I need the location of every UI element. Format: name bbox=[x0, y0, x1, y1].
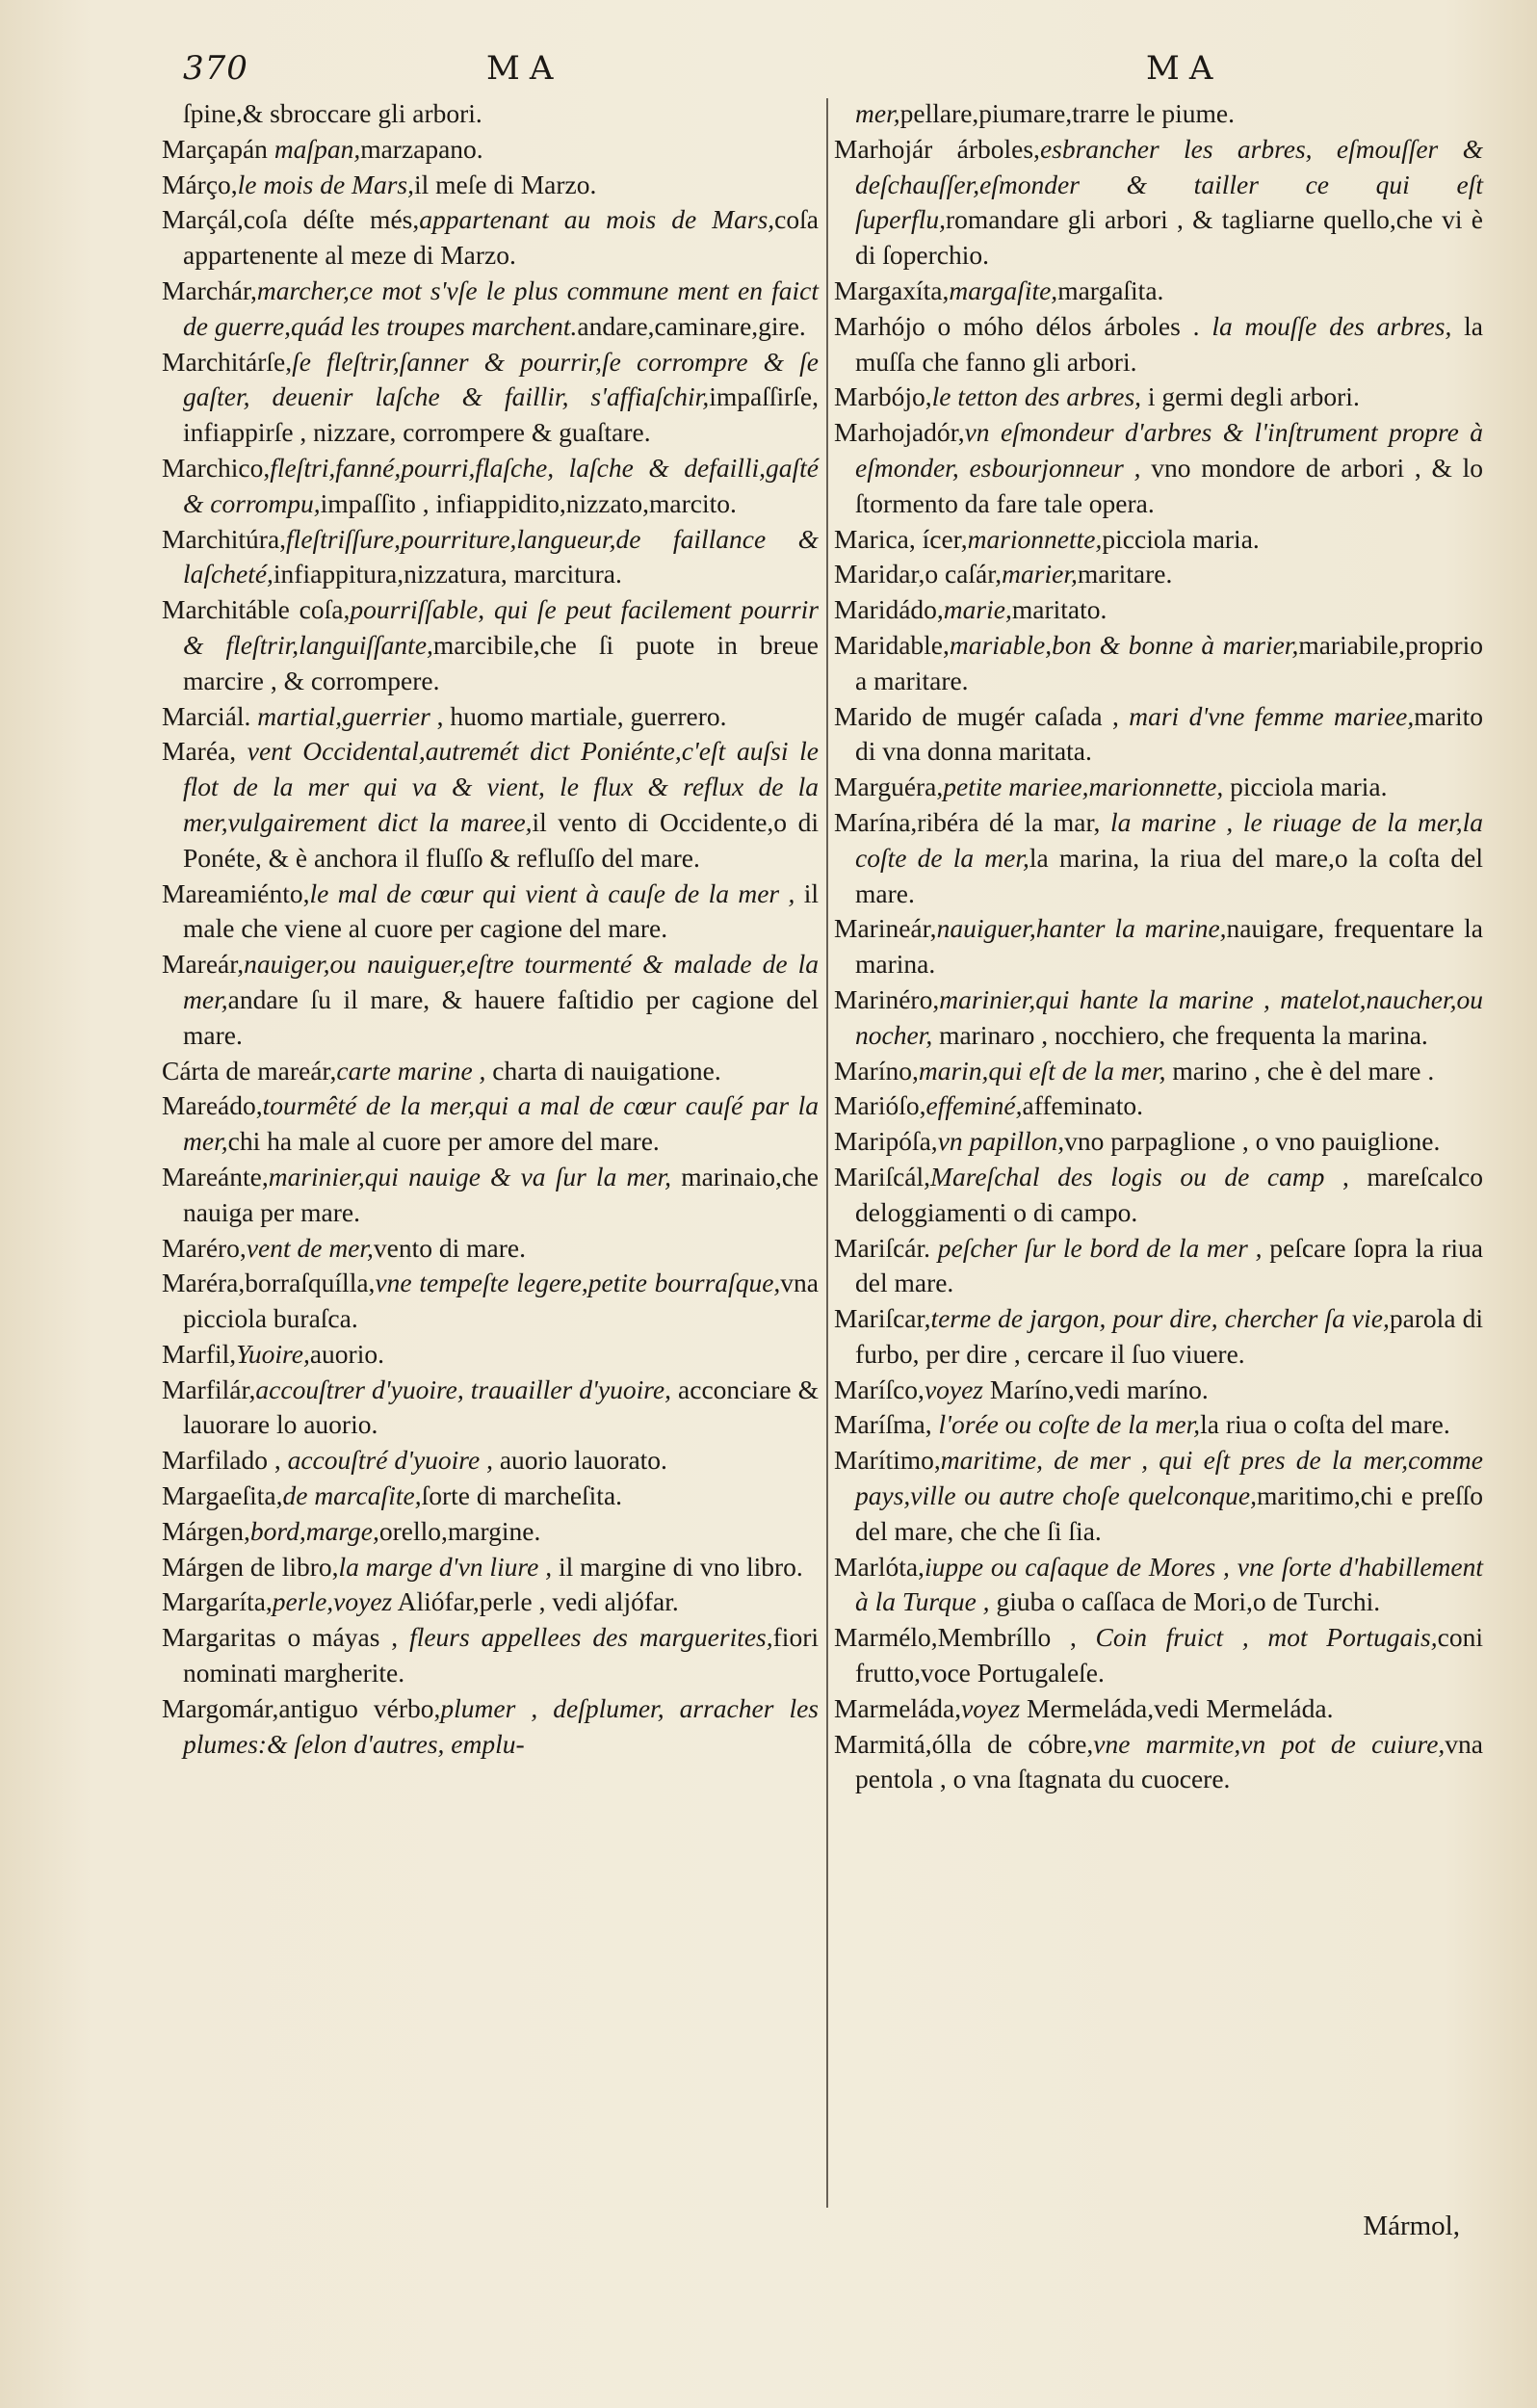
french-gloss: la marine , le riuage de la mer,la coſte de la mer, bbox=[855, 806, 1484, 873]
italian-gloss: picciola maria. bbox=[1223, 772, 1388, 802]
dictionary-entry bbox=[834, 1088, 1483, 1124]
headword: Marhojadór, bbox=[834, 417, 965, 448]
french-gloss: vent Occidental,autremét dict Poniénte,c'eſt auſsi le flot de la mer qui va & vient, le flux & reflux de la mer,vulgairement dict la maree, bbox=[183, 736, 819, 837]
dictionary-entry bbox=[834, 1301, 1483, 1373]
french-gloss: pourriſſable, qui ſe peut facilement pourrir & fleſtrir,languiſſante, bbox=[183, 594, 820, 660]
headword: Marfilár, bbox=[162, 1374, 256, 1404]
headword: Marinéro, bbox=[834, 983, 940, 1014]
headword: Marçál,coſa déſte més, bbox=[162, 204, 420, 235]
dictionary-entry bbox=[162, 1266, 819, 1337]
italian-gloss: marino , che è del mare . bbox=[1165, 1055, 1435, 1086]
italian-gloss: Mermeláda,vedi Mermeláda. bbox=[1020, 1692, 1334, 1723]
italian-gloss: il vento di Occidente,o di Ponéte, & è anchora il fluſſo & refluſſo del mare. bbox=[183, 806, 819, 873]
french-gloss: nauiger,ou nauiguer,eſtre tourmenté & malade de la mer, bbox=[183, 949, 819, 1014]
dictionary-entry bbox=[162, 96, 819, 132]
dictionary-entry bbox=[162, 592, 819, 698]
headword: Maridable, bbox=[834, 629, 950, 660]
dictionary-entry bbox=[162, 451, 819, 522]
french-gloss: bord,marge, bbox=[249, 1515, 379, 1546]
italian-gloss: vna pentola , o vna ſtagnata du cuocere. bbox=[855, 1728, 1483, 1794]
headword: Marchár, bbox=[162, 275, 257, 305]
italian-gloss: , auorio lauorato. bbox=[480, 1445, 667, 1476]
headword: Margaeſita, bbox=[162, 1480, 283, 1511]
headword: Mareánte, bbox=[162, 1161, 269, 1191]
italian-gloss: nauigare, frequentare la marina. bbox=[855, 913, 1483, 980]
right-running-title: MA bbox=[1146, 49, 1223, 88]
headword: Maríſco, bbox=[834, 1374, 925, 1404]
french-gloss: maritime, de mer , qui eſt pres de la mer,comme pays,ville ou autre choſe quelconque, bbox=[855, 1445, 1483, 1511]
italian-gloss: marinaio,che nauiga per mare. bbox=[183, 1161, 819, 1227]
french-gloss: mari d'vne femme mariee, bbox=[1129, 700, 1415, 731]
dictionary-entry bbox=[834, 415, 1483, 521]
headword: Marguéra, bbox=[834, 772, 944, 802]
french-gloss: tourmêté de la mer,qui a mal de cœur cauſé par la mer, bbox=[183, 1090, 819, 1157]
french-gloss: marier, bbox=[1002, 559, 1078, 589]
dictionary-entry bbox=[162, 1160, 819, 1231]
headword: Mareádo, bbox=[162, 1090, 263, 1121]
dictionary-entry bbox=[834, 96, 1483, 132]
dictionary-entry bbox=[834, 699, 1483, 771]
dictionary-entry bbox=[162, 1231, 819, 1267]
french-gloss: vent de mer, bbox=[246, 1232, 374, 1263]
headword: Mariſcar, bbox=[834, 1303, 931, 1334]
dictionary-entry bbox=[834, 911, 1483, 982]
french-gloss: l'orée ou coſte de la mer, bbox=[938, 1409, 1201, 1440]
headword: Maréro, bbox=[162, 1232, 247, 1263]
dictionary-entry bbox=[834, 628, 1483, 699]
headword: Margaríta, bbox=[162, 1586, 273, 1617]
dictionary-entry bbox=[162, 877, 819, 948]
dictionary-entry bbox=[834, 1691, 1483, 1727]
headword: Marlóta, bbox=[834, 1551, 925, 1582]
headword: Marítimo, bbox=[834, 1445, 941, 1476]
headword: Márgen, bbox=[162, 1515, 250, 1546]
italian-gloss: marzapano. bbox=[360, 133, 483, 164]
dictionary-entry bbox=[834, 1124, 1483, 1160]
headword: Mariſcál, bbox=[834, 1161, 931, 1191]
french-gloss: fleſtriſſure,pourriture,langueur,de faillance & laſcheté, bbox=[183, 523, 819, 589]
headword: Margaritas o máyas , bbox=[162, 1622, 410, 1653]
italian-gloss: romandare gli arbori , & tagliarne quello,che vi è di ſoperchio. bbox=[855, 204, 1483, 271]
headword: Maridádo, bbox=[834, 594, 944, 625]
dictionary-entry bbox=[162, 699, 819, 735]
dictionary-entry bbox=[162, 1584, 819, 1620]
headword: Marmeláda, bbox=[834, 1692, 962, 1723]
french-gloss: carte marine , bbox=[336, 1055, 486, 1086]
italian-gloss: giuba o caſſaca de Mori,o de Turchi. bbox=[989, 1586, 1381, 1617]
italian-gloss: maritare. bbox=[1077, 559, 1173, 589]
dictionary-entry bbox=[834, 557, 1483, 592]
french-gloss: fleſtri,fanné,pourri,flaſche, laſche & defailli,gaſté & corrompu, bbox=[183, 452, 819, 518]
italian-gloss: coni frutto,voce Portugaleſe. bbox=[855, 1622, 1483, 1688]
dictionary-entry bbox=[834, 982, 1483, 1054]
dictionary-entry bbox=[834, 1443, 1483, 1549]
italian-gloss: marcibile,che ſi puote in breue marcire , & corrompere. bbox=[183, 629, 819, 695]
dictionary-entry bbox=[834, 1160, 1483, 1231]
french-gloss: marionnette, bbox=[967, 523, 1103, 554]
dictionary-entry bbox=[162, 1443, 819, 1479]
french-gloss: nauiguer,hanter la marine, bbox=[936, 913, 1227, 944]
french-gloss: margaſite, bbox=[949, 275, 1058, 305]
french-gloss: fleurs appellees des marguerites, bbox=[409, 1622, 773, 1653]
italian-gloss: orello,margine. bbox=[378, 1515, 541, 1546]
french-gloss: vne tempeſte legere,petite bourraſque, bbox=[375, 1268, 781, 1298]
headword: Maríno, bbox=[834, 1055, 919, 1086]
dictionary-entry bbox=[162, 1337, 819, 1373]
dictionary-entry bbox=[162, 132, 819, 168]
french-gloss: peſcher ſur le bord de la mer , bbox=[937, 1232, 1263, 1263]
italian-gloss: margaſita. bbox=[1057, 275, 1164, 305]
french-gloss: le mois de Mars, bbox=[237, 169, 414, 199]
french-gloss: plumer , deſplumer, arracher les plumes:& ſelon d'autres, emplu- bbox=[183, 1692, 819, 1759]
dictionary-entry bbox=[834, 1550, 1483, 1621]
italian-gloss: acconciare & lauorare lo auorio. bbox=[183, 1374, 819, 1440]
headword: Maríſma, bbox=[834, 1409, 939, 1440]
dictionary-entry bbox=[834, 592, 1483, 628]
headword: Marióſo, bbox=[834, 1090, 926, 1121]
french-gloss: Mareſchal des logis ou de camp bbox=[930, 1161, 1325, 1191]
right-column bbox=[834, 96, 1483, 1797]
french-gloss: Yuoire, bbox=[236, 1338, 310, 1369]
french-gloss: la mouſſe des arbres, bbox=[1211, 310, 1452, 341]
french-gloss: le mal de cœur qui vient à cauſe de la mer , bbox=[309, 877, 795, 908]
italian-gloss: impaſſirſe, infiappirſe , nizzare, corrompere & guaſtare. bbox=[183, 381, 819, 448]
italian-gloss: Aliófar,perle , vedi aljófar. bbox=[392, 1586, 679, 1617]
italian-gloss: picciola maria. bbox=[1102, 523, 1260, 554]
french-gloss: perle,voyez bbox=[272, 1586, 393, 1617]
french-gloss: petite mariee,marionnette, bbox=[943, 772, 1224, 802]
dictionary-entry bbox=[162, 1514, 819, 1550]
french-gloss: accouſtré d'yuoire bbox=[287, 1445, 481, 1476]
french-gloss: iuppe ou caſaque de Mores , vne ſorte d'habillement à la Turque , bbox=[855, 1551, 1483, 1617]
italian-gloss: ſorte di marcheſita. bbox=[421, 1480, 623, 1511]
headword: Márgen de libro, bbox=[162, 1551, 339, 1582]
dictionary-entry bbox=[162, 947, 819, 1053]
italian-gloss: i germi degli arbori. bbox=[1141, 381, 1360, 412]
headword: Márço, bbox=[162, 169, 238, 199]
dictionary-entry bbox=[834, 770, 1483, 805]
headword: Marhójo o móho délos árboles . bbox=[834, 310, 1212, 341]
headword: Marhojár árboles, bbox=[834, 133, 1040, 164]
french-gloss: marinier,qui nauige & va ſur la mer, bbox=[268, 1161, 672, 1191]
italian-gloss: vno parpaglione , o vno pauiglione. bbox=[1064, 1126, 1441, 1157]
headword: Marmélo,Membríllo , bbox=[834, 1622, 1096, 1653]
italian-gloss: , huomo martiale, guerrero. bbox=[430, 700, 727, 731]
italian-gloss: vento di mare. bbox=[373, 1232, 526, 1263]
french-gloss: vn eſmondeur d'arbres & l'inſtrument propre à eſmonder, esbourjonneur , bbox=[855, 417, 1483, 483]
headword: Maréa, bbox=[162, 736, 247, 767]
dictionary-entry bbox=[162, 1088, 819, 1160]
dictionary-entry bbox=[834, 309, 1483, 380]
italian-gloss: affeminato. bbox=[1022, 1090, 1143, 1121]
french-gloss: mariable,bon & bonne à marier, bbox=[949, 629, 1299, 660]
french-gloss: la marge d'vn liure , bbox=[338, 1551, 553, 1582]
headword: Marineár, bbox=[834, 913, 937, 944]
left-column bbox=[162, 96, 819, 1762]
italian-gloss: mariabile,proprio a maritare. bbox=[855, 629, 1483, 695]
dictionary-entry bbox=[162, 202, 819, 274]
dictionary-entry bbox=[834, 1407, 1483, 1443]
italian-gloss: impaſſito , infiappidito,nizzato,marcito. bbox=[320, 487, 737, 518]
dictionary-entry bbox=[162, 734, 819, 876]
italian-gloss: il margine di vno libro. bbox=[552, 1551, 803, 1582]
headword: Marchitárſe, bbox=[162, 346, 293, 377]
column-divider bbox=[826, 98, 828, 2208]
italian-gloss: infiappitura,nizzatura, marcitura. bbox=[273, 559, 622, 589]
headword: Mareamiénto, bbox=[162, 877, 310, 908]
headword: Maripóſa, bbox=[834, 1126, 938, 1157]
italian-gloss: vno mondore de arbori , & lo ſtormento da fare tale opera. bbox=[855, 452, 1483, 518]
italian-gloss: il male che viene al cuore per cagione del mare. bbox=[183, 877, 819, 944]
french-gloss: martial,guerrier bbox=[257, 700, 430, 731]
dictionary-entry bbox=[162, 1479, 819, 1514]
french-gloss: le tetton des arbres, bbox=[931, 381, 1142, 412]
french-gloss: ſe fleſtrir,ſanner & pourrir,ſe corrompre & ſe gaſter, deuenir laſche & faillir, s'affiaſchir, bbox=[183, 346, 819, 412]
page-number: 370 bbox=[183, 49, 248, 88]
dictionary-entry bbox=[162, 1691, 819, 1763]
dictionary-entry bbox=[834, 274, 1483, 309]
headword: Maridar,o caſár, bbox=[834, 559, 1003, 589]
italian-gloss: vna picciola buraſca. bbox=[183, 1268, 819, 1334]
italian-gloss: marinaro , nocchiero, che frequenta la marina. bbox=[932, 1019, 1428, 1050]
dictionary-entry bbox=[834, 1373, 1483, 1408]
italian-gloss: , mareſcalco deloggiamenti o di campo. bbox=[855, 1161, 1484, 1227]
left-running-title: MA bbox=[486, 49, 563, 88]
italian-gloss: la muſſa che fanno gli arbori. bbox=[855, 310, 1484, 377]
french-gloss: accouſtrer d'yuoire, trauailler d'yuoire, bbox=[255, 1374, 671, 1404]
dictionary-entry bbox=[162, 1054, 819, 1089]
headword: Marfil, bbox=[162, 1338, 237, 1369]
french-gloss: esbrancher les arbres, eſmouſſer & deſchauſſer,eſmonder & tailler ce qui eſt ſuperflu, bbox=[855, 133, 1483, 235]
dictionary-entry bbox=[162, 168, 819, 203]
dictionary-entry bbox=[834, 1054, 1483, 1089]
french-gloss: maſpan, bbox=[274, 133, 361, 164]
dictionary-entry bbox=[834, 132, 1483, 274]
headword: Marmitá,ólla de cóbre, bbox=[834, 1728, 1094, 1759]
running-header bbox=[173, 44, 1406, 92]
italian-gloss: marito di vna donna maritata. bbox=[855, 700, 1483, 767]
dictionary-entry bbox=[834, 522, 1483, 558]
dictionary-entry bbox=[834, 805, 1483, 911]
french-gloss: vn papillon, bbox=[937, 1126, 1065, 1157]
italian-gloss: fiori nominati margherite. bbox=[183, 1622, 819, 1688]
italian-gloss: Maríno,vedi maríno. bbox=[983, 1374, 1209, 1404]
french-gloss: effeminé, bbox=[925, 1090, 1023, 1121]
french-gloss: marinier,qui hante la marine , matelot,naucher,ou nocher, bbox=[855, 983, 1483, 1050]
headword: Margomár,antiguo vérbo, bbox=[162, 1692, 441, 1723]
french-gloss: marcher,ce mot s'vſe le plus commune ment en faict de guerre,quád les troupes marchent. bbox=[183, 275, 819, 341]
italian-gloss: la riua o coſta del mare. bbox=[1200, 1409, 1450, 1440]
italian-gloss: maritimo,chi e preſſo del mare, che che ſi ſia. bbox=[855, 1480, 1483, 1546]
dictionary-entry bbox=[162, 1373, 819, 1444]
french-gloss: voyez bbox=[924, 1374, 984, 1404]
french-gloss: voyez bbox=[961, 1692, 1021, 1723]
dictionary-entry bbox=[834, 1727, 1483, 1798]
italian-gloss: peſcare ſopra la riua del mare. bbox=[855, 1232, 1483, 1298]
headword: Mariſcár. bbox=[834, 1232, 938, 1263]
french-gloss: appartenant au mois de Mars, bbox=[419, 204, 775, 235]
dictionary-entry bbox=[162, 345, 819, 451]
headword: Marica, ícer, bbox=[834, 523, 968, 554]
french-gloss: mer, bbox=[855, 98, 900, 128]
dictionary-entry bbox=[162, 522, 819, 593]
italian-gloss: andare ſu il mare, & hauere faſtidio per cagione del mare. bbox=[183, 983, 819, 1050]
headword: Maréra,borraſquílla, bbox=[162, 1268, 376, 1298]
italian-gloss: auorio. bbox=[309, 1338, 384, 1369]
italian-gloss: la marina, la riua del mare,o la coſta del mare. bbox=[855, 842, 1483, 908]
headword: Cárta de mareár, bbox=[162, 1055, 337, 1086]
italian-gloss: pellare,piumare,trarre le piume. bbox=[899, 98, 1235, 128]
french-gloss: terme de jargon, pour dire, chercher ſa vie, bbox=[930, 1303, 1390, 1334]
headword: Marchico, bbox=[162, 452, 271, 483]
italian-gloss: charta di nauigatione. bbox=[485, 1055, 721, 1086]
french-gloss: marie, bbox=[943, 594, 1012, 625]
french-gloss: Coin fruict , mot Portugais, bbox=[1095, 1622, 1438, 1653]
catchword: Mármol, bbox=[1363, 2211, 1460, 2241]
dictionary-entry bbox=[162, 1550, 819, 1585]
headword: Mareár, bbox=[162, 949, 245, 980]
headword: Marína,ribéra dé la mar, bbox=[834, 806, 1110, 837]
dictionary-entry bbox=[834, 1620, 1483, 1691]
italian-gloss: coſa appartenente al meze di Marzo. bbox=[183, 204, 819, 271]
dictionary-entry bbox=[162, 274, 819, 345]
headword: Margaxíta, bbox=[834, 275, 950, 305]
french-gloss: de marcaſite, bbox=[282, 1480, 422, 1511]
headword: Marido de mugér caſada , bbox=[834, 700, 1130, 731]
italian-gloss: il meſe di Marzo. bbox=[413, 169, 597, 199]
italian-gloss: andare,caminare,gire. bbox=[577, 310, 806, 341]
italian-gloss: parola di furbo, per dire , cercare il ſuo viuere. bbox=[855, 1303, 1483, 1369]
french-gloss: marin,qui eſt de la mer, bbox=[918, 1055, 1166, 1086]
headword: Marchitáble coſa, bbox=[162, 594, 351, 625]
dictionary-entry bbox=[834, 380, 1483, 415]
dictionary-entry bbox=[834, 1231, 1483, 1302]
dictionary-entry bbox=[162, 1620, 819, 1691]
headword: Marbójo, bbox=[834, 381, 932, 412]
headword: Marfilado , bbox=[162, 1445, 288, 1476]
headword: Marchitúra, bbox=[162, 523, 287, 554]
headword: Marciál. bbox=[162, 700, 258, 731]
italian-gloss: maritato. bbox=[1011, 594, 1107, 625]
french-gloss: vne marmite,vn pot de cuiure, bbox=[1093, 1728, 1446, 1759]
headword: Marçapán bbox=[162, 133, 274, 164]
italian-gloss: ſpine,& sbroccare gli arbori. bbox=[183, 98, 482, 128]
italian-gloss: chi ha male al cuore per amore del mare. bbox=[227, 1126, 660, 1157]
